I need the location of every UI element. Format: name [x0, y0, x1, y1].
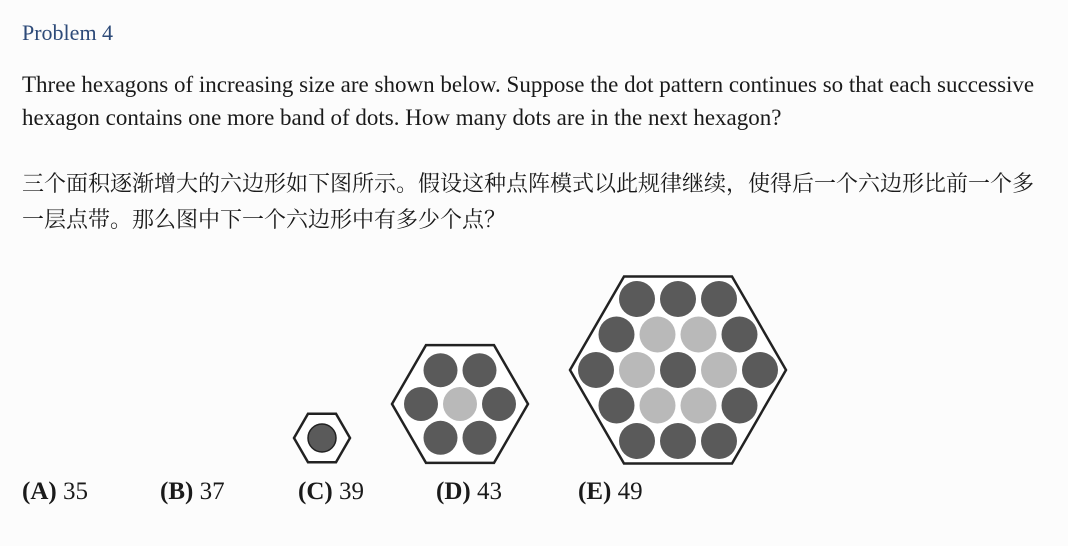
dark-dot	[660, 423, 696, 459]
light-dot	[681, 317, 717, 353]
choice-d[interactable]	[436, 478, 502, 506]
hexagon-medium	[392, 345, 528, 463]
choice-letter: (B)	[160, 478, 194, 505]
choice-value: 35	[62, 478, 88, 505]
dark-dot	[722, 388, 758, 424]
dark-dot	[619, 281, 655, 317]
dark-dot	[619, 423, 655, 459]
problem-statement-english: Three hexagons of increasing size are shown below. Suppose the dot pattern continues so that each successive hexagon contains one more band of dots. How many dots are in the next hexagon?	[22, 72, 1035, 130]
choice-value: 37	[199, 478, 225, 505]
light-dot	[443, 387, 477, 421]
dark-dot	[701, 423, 737, 459]
choice-letter: (C)	[298, 478, 333, 505]
dark-dot	[660, 352, 696, 388]
dark-dot	[308, 424, 336, 452]
dark-dot	[404, 387, 438, 421]
problem-title: Problem 4	[22, 20, 114, 45]
choice-value: 39	[338, 478, 364, 505]
dark-dot	[482, 387, 516, 421]
choice-letter: (A)	[22, 478, 57, 505]
dark-dot	[424, 353, 458, 387]
choice-letter: (E)	[578, 478, 612, 505]
hexagon-small	[294, 414, 350, 462]
hexagon-figure	[0, 270, 1068, 470]
dark-dot	[722, 317, 758, 353]
dark-dot	[463, 353, 497, 387]
light-dot	[619, 352, 655, 388]
choice-c[interactable]	[298, 478, 364, 506]
light-dot	[640, 317, 676, 353]
hexagon-large	[570, 277, 786, 464]
dark-dot	[599, 388, 635, 424]
light-dot	[640, 388, 676, 424]
problem-statement-chinese: 三个面积逐渐增大的六边形如下图所示。假设这种点阵模式以此规律继续，使得后一个六边形比前一个多一层点带。那么图中下一个六边形中有多少个点？	[22, 172, 1035, 233]
light-dot	[681, 388, 717, 424]
dark-dot	[424, 421, 458, 455]
light-dot	[701, 352, 737, 388]
dark-dot	[742, 352, 778, 388]
choice-value: 43	[476, 478, 502, 505]
choice-e[interactable]	[578, 478, 643, 506]
dark-dot	[701, 281, 737, 317]
dark-dot	[463, 421, 497, 455]
choice-b[interactable]	[160, 478, 225, 506]
choice-letter: (D)	[436, 478, 471, 505]
choice-a[interactable]	[22, 478, 88, 506]
dark-dot	[578, 352, 614, 388]
choice-value: 49	[617, 478, 643, 505]
dark-dot	[599, 317, 635, 353]
dark-dot	[660, 281, 696, 317]
